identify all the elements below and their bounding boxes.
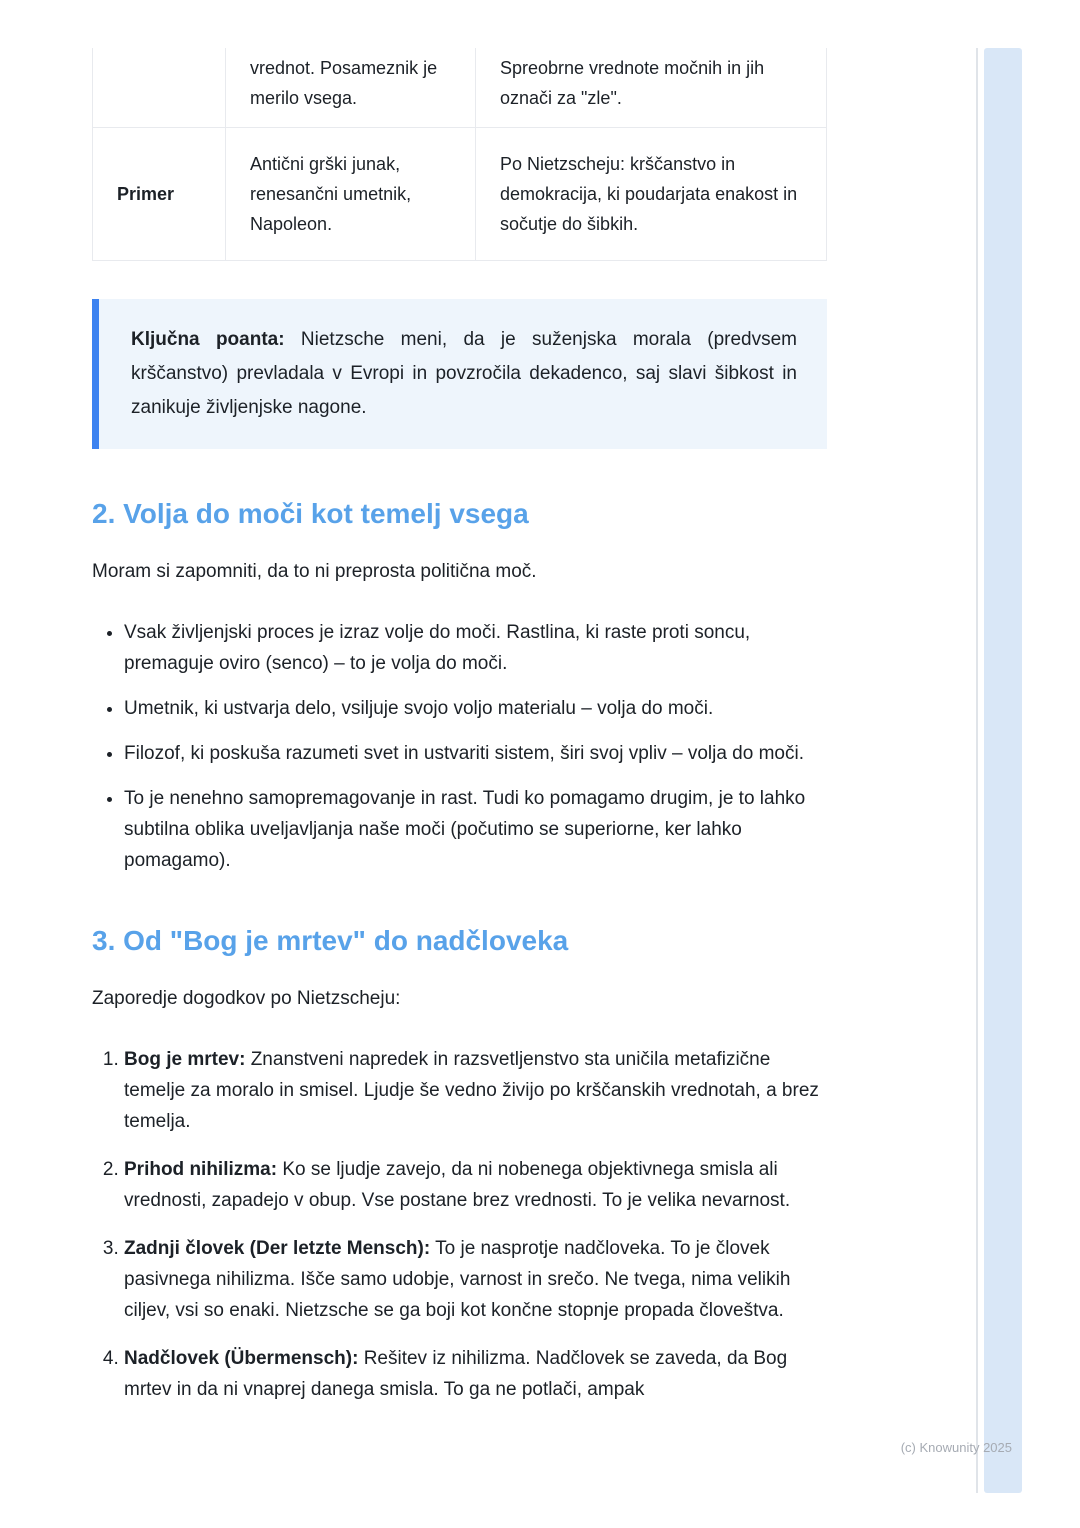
- bullet-item: • To je nenehno samopremagovanje in rast. Tudi ko pomagamo drugim, je to lahko subtilna oblika uveljavljanja naše moči (počutimo se superiorne, ker lahko pomagamo).: [124, 783, 830, 876]
- section2-bullet-list: [92, 617, 830, 876]
- key-point-callout: [92, 299, 827, 449]
- table-cell-slave-morality: Spreobrne vrednote močnih in jih označi za "zle".: [475, 48, 826, 127]
- numbered-item-text: To je nasprotje nadčloveka. To je človek pasivnega nihilizma. Išče samo udobje, varnost in srečo. Ne tvega, nima velikih ciljev, vsi so enaki. Nietzsche se ga boji kot končne stopnje propada človeštva.: [124, 1238, 791, 1321]
- callout-body: Nietzsche meni, da je suženjska morala (predvsem krščanstvo) prevladala v Evropi in povzročila dekadenco, saj slavi šibkost in zanikuje življenjske nagone.: [131, 329, 798, 418]
- numbered-item: [124, 1044, 830, 1137]
- section-heading-god-is-dead: 3. Od "Bog je mrtev" do nadčloveka: [92, 925, 569, 956]
- numbered-item-label: Prihod nihilizma:: [124, 1159, 278, 1180]
- numbered-item-label: Bog je mrtev:: [124, 1049, 246, 1070]
- section-heading-will-to-power: 2. Volja do moči kot temelj vsega: [92, 498, 529, 529]
- bullet-item: • Umetnik, ki ustvarja delo, vsiljuje svojo voljo materialu – volja do moči.: [124, 693, 830, 724]
- side-panel-strip: [984, 48, 1022, 1493]
- document-page: [92, 48, 830, 1422]
- callout-text: [131, 323, 797, 425]
- table-row: [93, 127, 826, 260]
- numbered-item-text: Znanstveni napredek in razsvetljenstvo sta uničila metafizične temelje za moralo in smisel. Ljudje še vedno živijo po krščanskih vrednotah, a brez temelja.: [124, 1049, 819, 1132]
- table-row-label: Primer: [117, 184, 175, 204]
- table-cell-slave-morality: Po Nietzscheju: krščanstvo in demokracija, ki poudarjata enakost in sočutje do šibkih.: [475, 128, 826, 260]
- table-row: [93, 48, 826, 127]
- numbered-item: [124, 1233, 830, 1326]
- bullet-item: • Filozof, ki poskuša razumeti svet in ustvariti sistem, širi svoj vpliv – volja do moči.: [124, 738, 830, 769]
- comparison-table: [92, 48, 827, 261]
- numbered-item: [124, 1343, 830, 1405]
- page-edge-divider: [976, 48, 978, 1493]
- knowunity-watermark: (c) Knowunity 2025: [900, 1440, 1012, 1455]
- numbered-item-label: Zadnji človek (Der letzte Mensch):: [124, 1238, 431, 1259]
- table-cell-master-morality: vrednot. Posameznik je merilo vsega.: [225, 48, 475, 127]
- numbered-item-label: Nadčlovek (Übermensch):: [124, 1348, 359, 1369]
- section2-intro: Moram si zapomniti, da to ni preprosta politična moč.: [92, 561, 537, 582]
- numbered-item-text: Rešitev iz nihilizma. Nadčlovek se zaveda, da Bog mrtev in da ni vnaprej danega smisla. To ga ne potlači, ampak: [124, 1348, 788, 1400]
- table-cell-master-morality: Antični grški junak, renesančni umetnik, Napoleon.: [225, 128, 475, 260]
- callout-accent-bar: [92, 299, 99, 449]
- numbered-item-text: Ko se ljudje zavejo, da ni nobenega objektivnega smisla ali vrednosti, zapadejo v obup. Vse postane brez vrednosti. To je velika nevarnost.: [124, 1159, 791, 1211]
- table-row-label: [93, 48, 225, 127]
- section3-intro: Zaporedje dogodkov po Nietzscheju:: [92, 988, 401, 1009]
- callout-label: Ključna poanta:: [131, 329, 285, 350]
- numbered-item: [124, 1154, 830, 1216]
- section3-numbered-list: [92, 1044, 830, 1405]
- bullet-item: • Vsak življenjski proces je izraz volje do moči. Rastlina, ki raste proti soncu, premaguje oviro (senco) – to je volja do moči.: [124, 617, 830, 679]
